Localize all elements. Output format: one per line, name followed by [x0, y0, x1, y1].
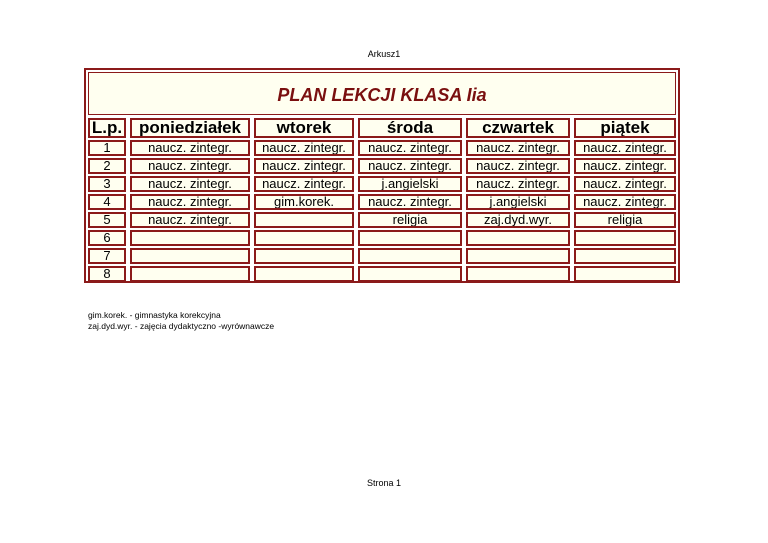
- cell-thursday: naucz. zintegr.: [466, 140, 570, 156]
- table-row: [88, 175, 676, 193]
- cell-thursday: j.angielski: [466, 194, 570, 210]
- cell-tuesday: [254, 266, 354, 282]
- cell-wednesday: [358, 266, 462, 282]
- cell-tuesday: gim.korek.: [254, 194, 354, 210]
- cell-thursday: naucz. zintegr.: [466, 158, 570, 174]
- cell-wednesday: naucz. zintegr.: [358, 140, 462, 156]
- page-title: PLAN LEKCJI KLASA Iia: [277, 85, 487, 105]
- cell-tuesday: [254, 248, 354, 264]
- cell-friday: naucz. zintegr.: [574, 176, 676, 192]
- cell-thursday: [466, 230, 570, 246]
- cell-friday: religia: [574, 212, 676, 228]
- page-footer: Strona 1: [366, 478, 402, 488]
- table-row: [88, 193, 676, 211]
- cell-monday: naucz. zintegr.: [130, 176, 250, 192]
- cell-lp: 2: [88, 158, 126, 174]
- header-cell-wednesday: środa: [358, 118, 462, 138]
- cell-wednesday: naucz. zintegr.: [358, 158, 462, 174]
- header-cell-friday: piątek: [574, 118, 676, 138]
- header-row: [88, 117, 676, 139]
- table-row: [88, 247, 676, 265]
- cell-tuesday: [254, 212, 354, 228]
- cell-friday: naucz. zintegr.: [574, 140, 676, 156]
- cell-monday: naucz. zintegr.: [130, 212, 250, 228]
- table-row: [88, 139, 676, 157]
- cell-thursday: [466, 266, 570, 282]
- cell-monday: [130, 248, 250, 264]
- cell-wednesday: [358, 248, 462, 264]
- cell-monday: [130, 266, 250, 282]
- cell-lp: 5: [88, 212, 126, 228]
- cell-friday: [574, 248, 676, 264]
- cell-lp: 6: [88, 230, 126, 246]
- cell-friday: [574, 230, 676, 246]
- cell-tuesday: naucz. zintegr.: [254, 176, 354, 192]
- header-cell-monday: poniedziałek: [130, 118, 250, 138]
- legend-item: zaj.dyd.wyr. - zajęcia dydaktyczno -wyrównawcze: [88, 321, 275, 331]
- legend-item: gim.korek. - gimnastyka korekcyjna: [88, 310, 221, 320]
- cell-monday: naucz. zintegr.: [130, 158, 250, 174]
- cell-thursday: [466, 248, 570, 264]
- cell-tuesday: [254, 230, 354, 246]
- cell-tuesday: naucz. zintegr.: [254, 158, 354, 174]
- cell-lp: 1: [88, 140, 126, 156]
- cell-lp: 4: [88, 194, 126, 210]
- cell-friday: naucz. zintegr.: [574, 158, 676, 174]
- table-row: [88, 157, 676, 175]
- cell-monday: [130, 230, 250, 246]
- title-box: [88, 72, 676, 115]
- header-cell-thursday: czwartek: [466, 118, 570, 138]
- cell-wednesday: naucz. zintegr.: [358, 194, 462, 210]
- header-cell-tuesday: wtorek: [254, 118, 354, 138]
- timetable-grid: [88, 117, 676, 283]
- cell-thursday: zaj.dyd.wyr.: [466, 212, 570, 228]
- cell-tuesday: naucz. zintegr.: [254, 140, 354, 156]
- table-row: [88, 229, 676, 247]
- cell-lp: 8: [88, 266, 126, 282]
- cell-wednesday: [358, 230, 462, 246]
- sheet-name: Arkusz1: [367, 49, 401, 59]
- cell-lp: 3: [88, 176, 126, 192]
- cell-friday: naucz. zintegr.: [574, 194, 676, 210]
- cell-wednesday: religia: [358, 212, 462, 228]
- cell-wednesday: j.angielski: [358, 176, 462, 192]
- cell-thursday: naucz. zintegr.: [466, 176, 570, 192]
- header-cell-lp: L.p.: [88, 118, 126, 138]
- cell-monday: naucz. zintegr.: [130, 194, 250, 210]
- legend: [88, 310, 274, 332]
- cell-lp: 7: [88, 248, 126, 264]
- cell-monday: naucz. zintegr.: [130, 140, 250, 156]
- table-row: [88, 211, 676, 229]
- cell-friday: [574, 266, 676, 282]
- table-row: [88, 265, 676, 283]
